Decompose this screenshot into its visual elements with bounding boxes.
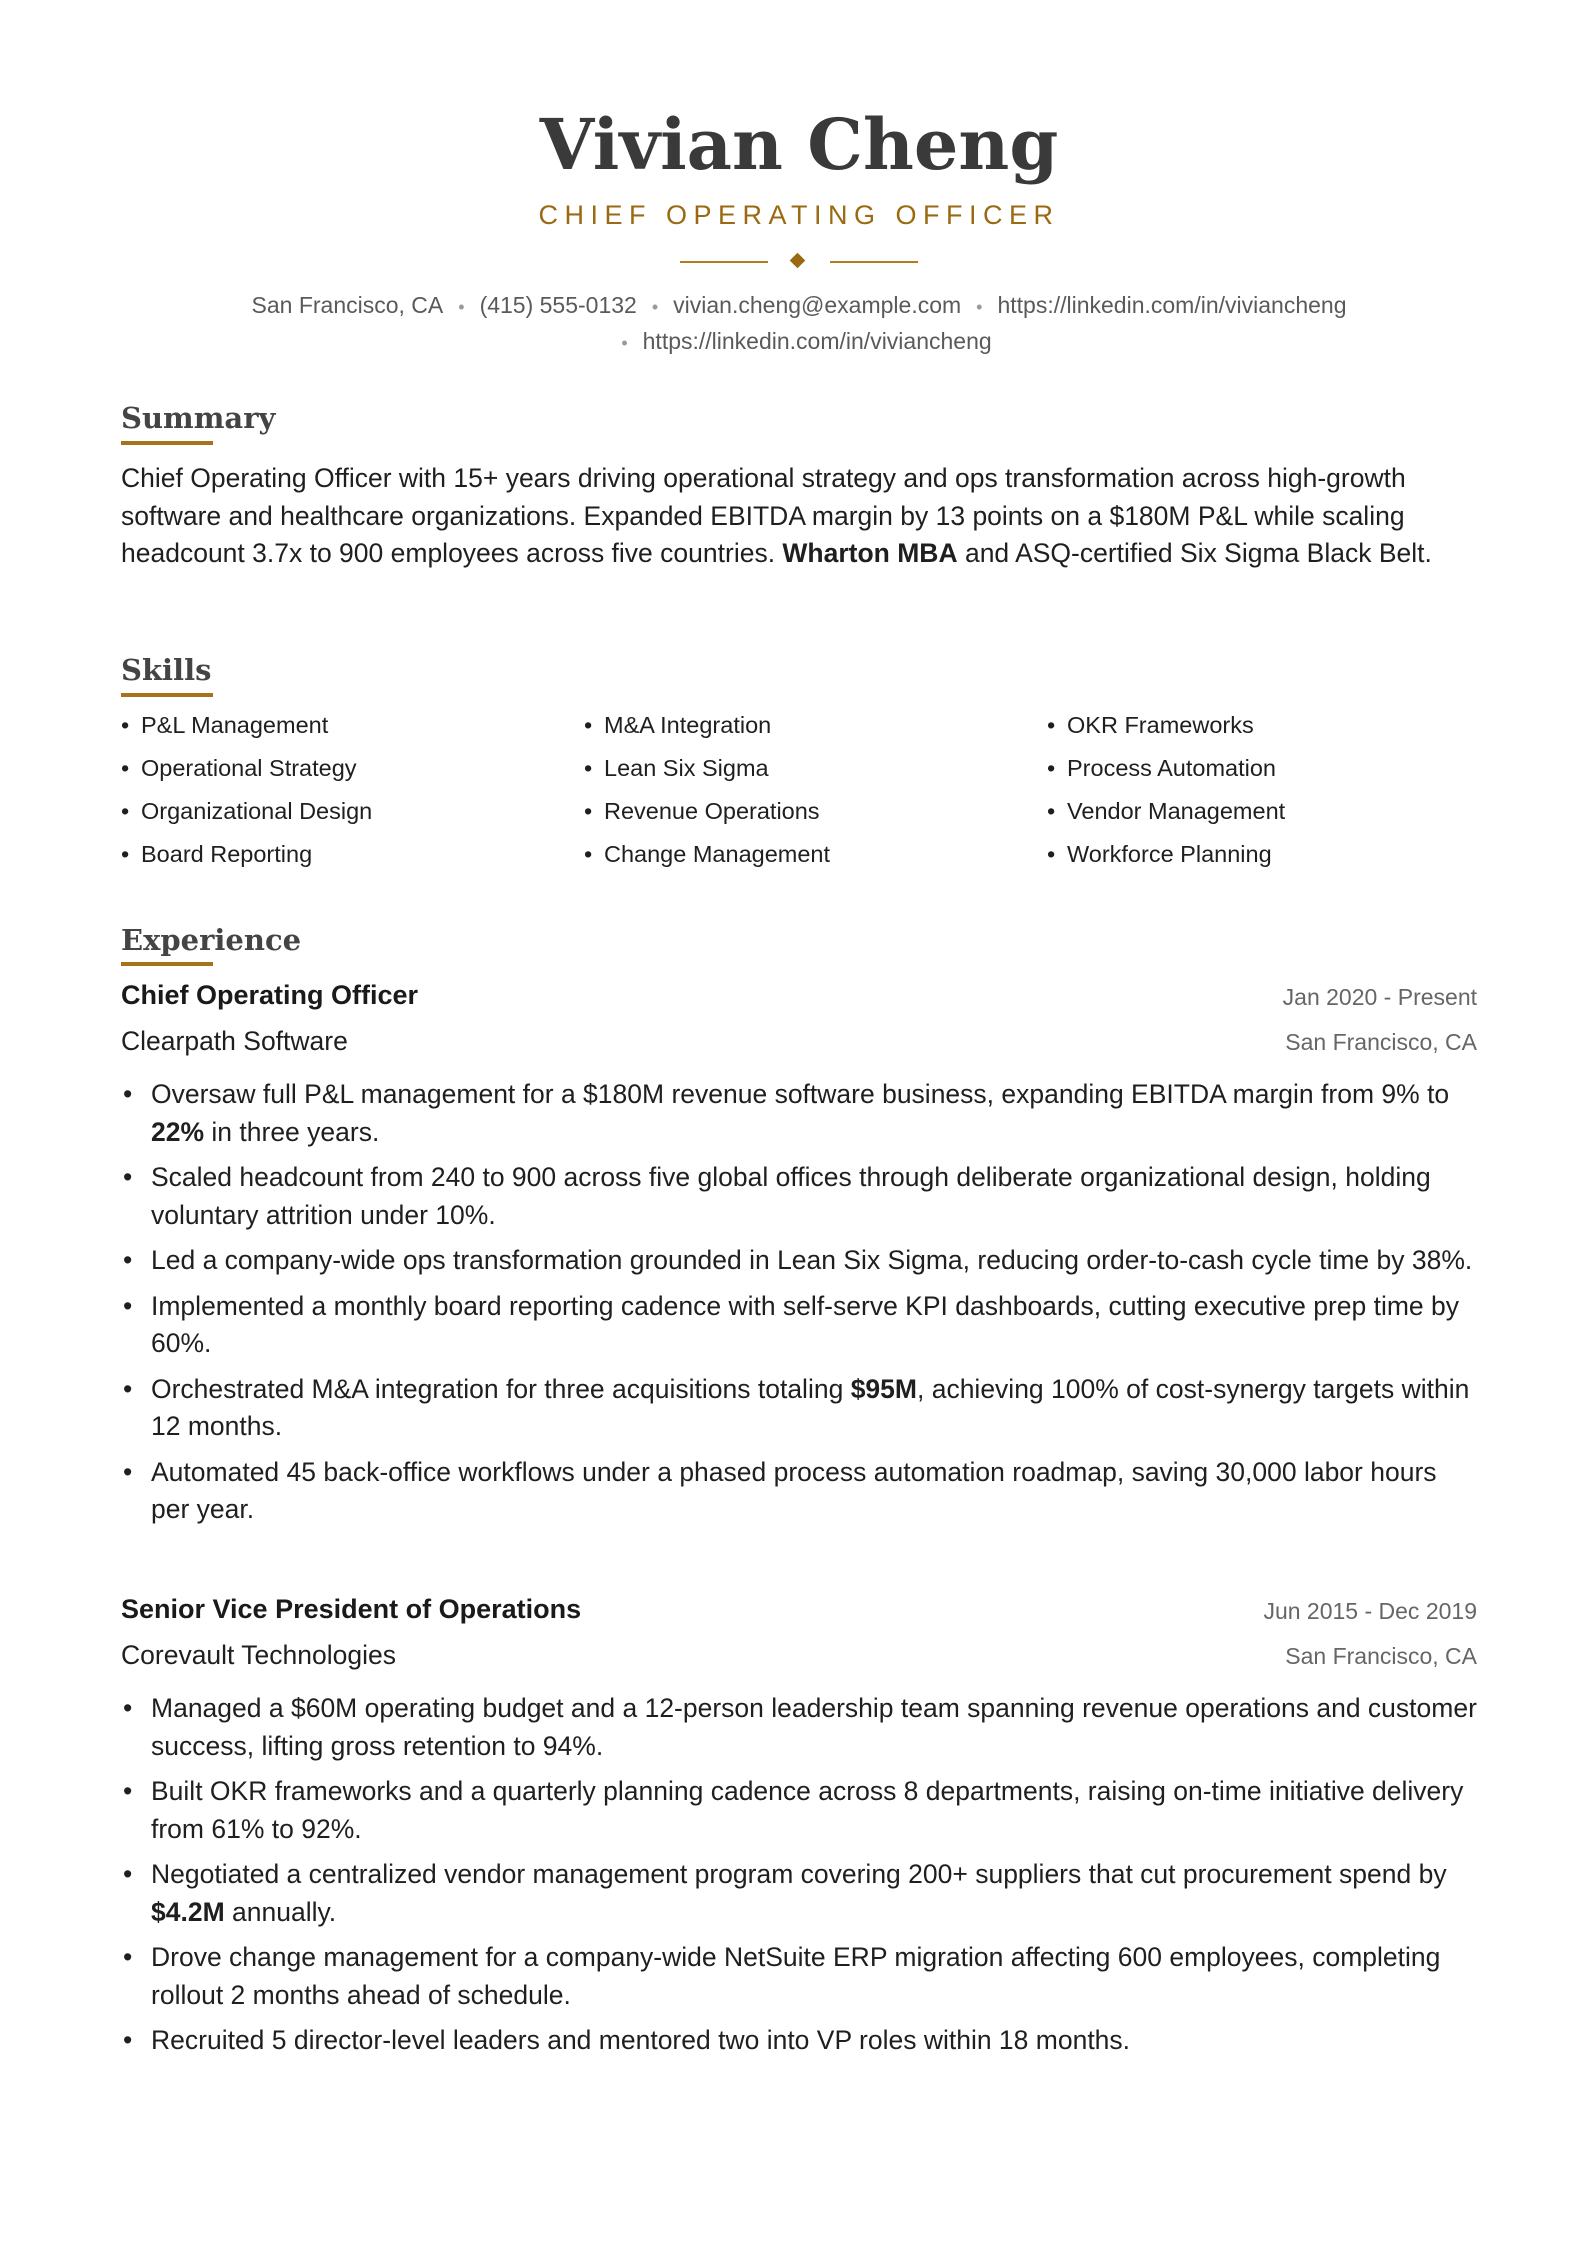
- header-divider: [680, 252, 918, 272]
- skill-item: • Operational Strategy: [121, 755, 357, 781]
- job-bullet: • Drove change management for a company-wide NetSuite ERP migration affecting 600 employees, completing rollout 2 months ahead of schedule.: [123, 1942, 1441, 2010]
- job-bullet: • Negotiated a centralized vendor management program covering 200+ suppliers that cut procurement spend by $4.2M annually.: [123, 1859, 1447, 1927]
- summary-text: Chief Operating Officer with 15+ years driving operational strategy and ops transformation across high-growth software and healthcare organizations. Expanded EBITDA margin by 13 points on a $180M P&L while scaling headcount 3.7x to 900 employees across five countries. Wharton MBA and ASQ-certified Six Sigma Black Belt.: [121, 463, 1432, 568]
- job-bullet: • Automated 45 back-office workflows under a phased process automation roadmap, saving 30,000 labor hours per year.: [123, 1456, 1437, 1524]
- section-rule: [121, 962, 213, 966]
- candidate-role: CHIEF OPERATING OFFICER: [538, 200, 1060, 230]
- contact-separator: •: [651, 297, 659, 317]
- job-bullet: • Managed a $60M operating budget and a 12-person leadership team spanning revenue operations and customer success, lifting gross retention to 94%.: [123, 1693, 1477, 1761]
- section-title-experience: Experience: [121, 923, 302, 957]
- contact-linkedin[interactable]: https://linkedin.com/in/viviancheng: [997, 292, 1347, 318]
- divider-line-left: [680, 261, 768, 263]
- skill-item: • OKR Frameworks: [1047, 712, 1254, 738]
- skill-item: • Workforce Planning: [1047, 841, 1272, 867]
- contact-email[interactable]: vivian.cheng@example.com: [673, 292, 962, 318]
- skill-item: • Vendor Management: [1047, 798, 1286, 824]
- contact-line-2: [121, 326, 1477, 358]
- job-company: Corevault Technologies: [121, 1640, 396, 1670]
- skill-item: • Lean Six Sigma: [584, 755, 769, 781]
- candidate-name: Vivian Cheng: [539, 103, 1059, 186]
- job-company: Clearpath Software: [121, 1026, 348, 1056]
- contact-phone[interactable]: (415) 555-0132: [479, 292, 637, 318]
- contact-separator: •: [976, 297, 983, 317]
- divider-line-right: [830, 261, 918, 263]
- skill-item: • Organizational Design: [121, 798, 373, 824]
- contact-separator: •: [621, 333, 628, 353]
- section-rule: [121, 441, 213, 445]
- diamond-icon: [790, 253, 806, 269]
- job-location: San Francisco, CA: [1285, 1029, 1477, 1055]
- job-bullets: [121, 1690, 1477, 2068]
- skill-item: • M&A Integration: [584, 712, 772, 738]
- skill-item: • Change Management: [584, 841, 831, 867]
- summary-highlight: Wharton MBA: [782, 538, 958, 568]
- skill-item: • Revenue Operations: [584, 798, 820, 824]
- contact-linkedin-2[interactable]: https://linkedin.com/in/viviancheng: [642, 328, 992, 354]
- contact-location: San Francisco, CA: [251, 292, 444, 318]
- job-title: Chief Operating Officer: [121, 980, 419, 1010]
- job-bullet: • Led a company-wide ops transformation grounded in Lean Six Sigma, reducing order-to-cash cycle time by 38%.: [123, 1245, 1473, 1275]
- job-bullet: • Built OKR frameworks and a quarterly planning cadence across 8 departments, raising on-time initiative delivery from 61% to 92%.: [123, 1776, 1464, 1844]
- job-bullet: • Recruited 5 director-level leaders and mentored two into VP roles within 18 months.: [123, 2025, 1131, 2055]
- job-bullet: • Orchestrated M&A integration for three acquisitions totaling $95M, achieving 100% of cost-synergy targets within 12 months.: [123, 1373, 1470, 1441]
- section-title-summary: Summary: [121, 401, 276, 435]
- job-bullet: • Scaled headcount from 240 to 900 across five global offices through deliberate organizational design, holding voluntary attrition under 10%.: [123, 1162, 1431, 1230]
- job-location: San Francisco, CA: [1285, 1643, 1477, 1669]
- job-dates: Jan 2020 - Present: [1282, 984, 1477, 1010]
- contact-line-1: [121, 290, 1477, 322]
- job-bullet: • Implemented a monthly board reporting cadence with self-serve KPI dashboards, cutting executive prep time by 60%.: [123, 1290, 1460, 1358]
- skill-item: • P&L Management: [121, 712, 329, 738]
- job-title: Senior Vice President of Operations: [121, 1594, 582, 1624]
- section-title-skills: Skills: [121, 653, 212, 687]
- contact-separator: •: [458, 297, 465, 317]
- skill-item: • Process Automation: [1047, 755, 1276, 781]
- job-bullets: [121, 1076, 1477, 1537]
- section-rule: [121, 693, 213, 697]
- skill-item: • Board Reporting: [121, 841, 313, 867]
- job-dates: Jun 2015 - Dec 2019: [1263, 1598, 1477, 1624]
- job-bullet: • Oversaw full P&L management for a $180M revenue software business, expanding EBITDA margin from 9% to 22% in three years.: [123, 1079, 1450, 1147]
